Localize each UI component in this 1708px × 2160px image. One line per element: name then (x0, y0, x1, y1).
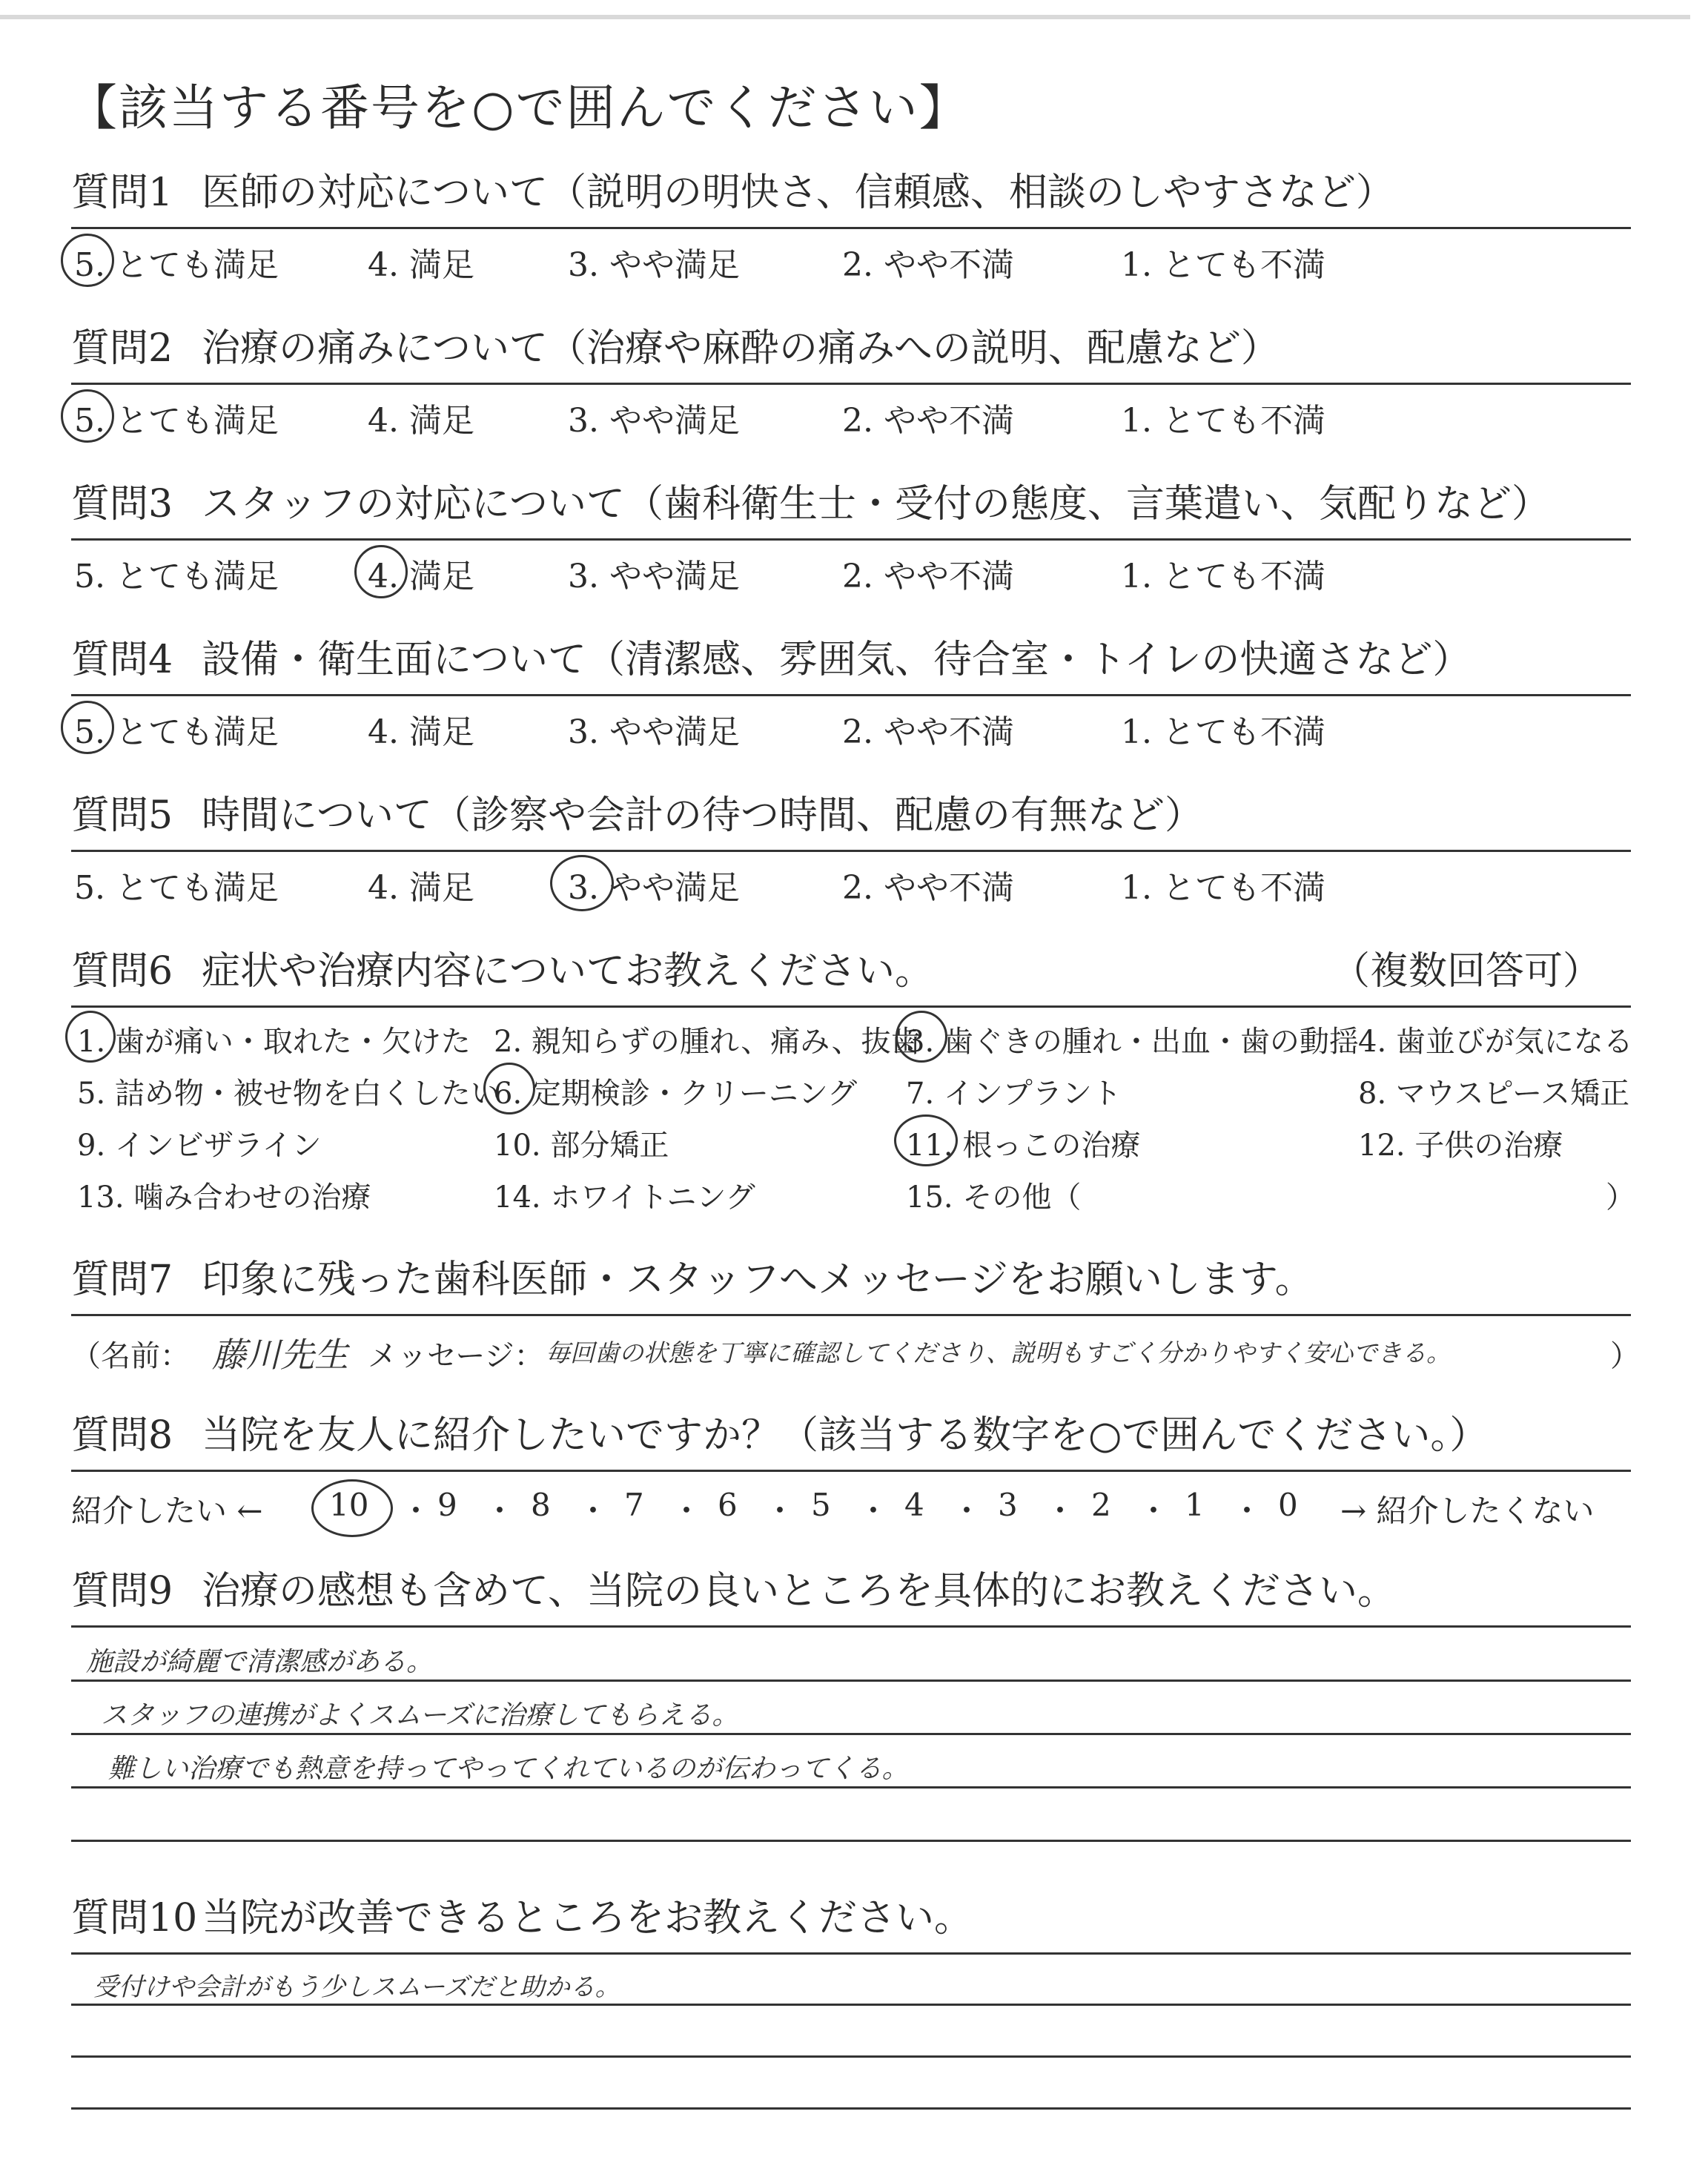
q8-sep: ・ (400, 1493, 432, 1529)
q2-text: 治療の痛みについて（治療や麻酔の痛みへの説明、配慮など） (202, 326, 1280, 371)
q7-message-value[interactable]: 毎回歯の状態を丁寧に確認してくださり、説明もすごく分かりやすく安心できる。 (546, 1338, 1451, 1367)
q7-answer-row (71, 1325, 1640, 1377)
q8-sep: ・ (858, 1493, 890, 1529)
q7-number: 質問7 (71, 1258, 173, 1302)
q1-option-1[interactable]: 1. とても不満 (1121, 246, 1325, 284)
q6-item-7[interactable]: 7. インプラント (906, 1077, 1122, 1111)
q9-line (71, 1680, 1631, 1682)
q7-rule (71, 1314, 1631, 1316)
q4-text: 設備・衛生面について（清潔感、雰囲気、待合室・トイレの快適さなど） (202, 638, 1472, 682)
question-9 (71, 1568, 1631, 1843)
q3-option-5[interactable]: 5. とても満足 (74, 558, 279, 595)
q5-option-3[interactable]: 3. やや満足 (568, 869, 740, 907)
question-4 (71, 636, 1631, 750)
question-7 (71, 1256, 1640, 1377)
q6-circle-1 (65, 1011, 116, 1063)
question-6 (71, 948, 1635, 1241)
q1-selection-circle (61, 234, 114, 287)
q9-line (71, 1786, 1631, 1789)
q9-answer-2[interactable]: スタッフの連携がよくスムーズに治療してもらえる。 (101, 1700, 739, 1731)
q4-option-2[interactable]: 2. やや不満 (842, 713, 1014, 751)
q1-text: 医師の対応について（説明の明快さ、信頼感、相談のしやすさなど） (202, 171, 1394, 215)
q8-score-8[interactable]: 8 (531, 1487, 551, 1523)
q3-text: スタッフの対応について（歯科衛生士・受付の態度、言葉遣い、気配りなど） (202, 482, 1550, 526)
q2-option-5[interactable]: 5. とても満足 (74, 402, 279, 440)
q8-selection-circle (311, 1479, 393, 1537)
q3-selection-circle (354, 545, 408, 598)
q3-option-3[interactable]: 3. やや満足 (568, 558, 740, 595)
q2-option-3[interactable]: 3. やや満足 (568, 402, 740, 440)
q8-score-1[interactable]: 1 (1185, 1487, 1205, 1523)
q5-rule (71, 850, 1631, 852)
q2-option-1[interactable]: 1. とても不満 (1121, 402, 1325, 440)
q7-message-label: メッセージ： (368, 1339, 544, 1373)
q4-options (71, 705, 1631, 750)
q4-option-4[interactable]: 4. 満足 (368, 713, 474, 751)
q6-item-6[interactable]: 6. 定期検診・クリーニング (494, 1077, 858, 1111)
q5-number: 質問5 (71, 793, 173, 838)
q5-selection-circle (550, 855, 614, 911)
q8-sep: ・ (764, 1493, 796, 1529)
q6-item-4[interactable]: 4. 歯並びが気になる (1358, 1025, 1633, 1059)
q1-option-4[interactable]: 4. 満足 (368, 246, 474, 284)
q8-sep: ・ (671, 1493, 703, 1529)
q1-options (71, 238, 1631, 283)
question-5 (71, 792, 1631, 905)
q9-answer-3[interactable]: 難しい治療でも熱意を持ってやってくれているのが伝わってくる。 (108, 1754, 909, 1784)
q8-score-6[interactable]: 6 (718, 1487, 738, 1523)
q9-line (71, 1733, 1631, 1735)
q3-options (71, 549, 1631, 594)
q8-sep: ・ (1045, 1493, 1076, 1529)
q6-text: 症状や治療内容についてお教えください。 (202, 949, 933, 994)
q6-item-11[interactable]: 11. 根っこの治療 (906, 1129, 1141, 1163)
q7-name-value[interactable]: 藤川先生 (212, 1335, 348, 1375)
q6-item-13[interactable]: 13. 噛み合わせの治療 (77, 1180, 371, 1215)
q5-option-5[interactable]: 5. とても満足 (74, 869, 279, 907)
q10-number: 質問10 (71, 1896, 198, 1941)
q8-score-3[interactable]: 3 (998, 1487, 1018, 1523)
q6-options-grid (71, 1018, 1635, 1241)
q3-option-1[interactable]: 1. とても不満 (1121, 558, 1325, 595)
q6-rule (71, 1005, 1631, 1008)
q8-left-label: 紹介したい ← (71, 1493, 263, 1529)
q3-number: 質問3 (71, 482, 173, 526)
q8-score-7[interactable]: 7 (624, 1487, 644, 1523)
q5-options (71, 861, 1631, 905)
q8-score-5[interactable]: 5 (811, 1487, 831, 1523)
q3-option-2[interactable]: 2. やや不満 (842, 558, 1014, 595)
q2-options (71, 394, 1631, 438)
q6-item-15-close: ） (1606, 1180, 1635, 1215)
q5-option-4[interactable]: 4. 満足 (368, 869, 474, 907)
q3-rule (71, 538, 1631, 541)
q6-circle-6 (483, 1063, 535, 1114)
q6-circle-3 (896, 1011, 947, 1063)
q4-selection-circle (61, 701, 114, 754)
q2-number: 質問2 (71, 326, 173, 371)
q8-sep: ・ (1231, 1493, 1263, 1529)
q6-item-15[interactable]: 15. その他（ (906, 1180, 1082, 1215)
q6-item-5[interactable]: 5. 詰め物・被せ物を白くしたい (77, 1077, 500, 1111)
q4-option-5[interactable]: 5. とても満足 (74, 713, 279, 751)
q8-sep: ・ (577, 1493, 609, 1529)
q4-option-3[interactable]: 3. やや満足 (568, 713, 740, 751)
q10-answer-lines (71, 1955, 1631, 2133)
q9-number: 質問9 (71, 1569, 173, 1614)
q8-sep: ・ (484, 1493, 516, 1529)
q7-name-label: （名前： (71, 1339, 190, 1373)
q8-score-9[interactable]: 9 (437, 1487, 457, 1523)
page-header: 【該当する番号を○で囲んでください】 (68, 79, 970, 136)
q2-option-2[interactable]: 2. やや不満 (842, 402, 1014, 440)
q2-rule (71, 383, 1631, 385)
q6-item-3[interactable]: 3. 歯ぐきの腫れ・出血・歯の動揺 (906, 1025, 1359, 1059)
q3-option-4[interactable]: 4. 満足 (368, 558, 474, 595)
q8-right-label: → 紹介したくない (1340, 1493, 1595, 1529)
q10-line (71, 2107, 1631, 2110)
q9-line (71, 1840, 1631, 1842)
q6-item-1[interactable]: 1. 歯が痛い・取れた・欠けた (77, 1025, 471, 1059)
q5-option-2[interactable]: 2. やや不満 (842, 869, 1014, 907)
q6-item-9[interactable]: 9. インビザライン (77, 1129, 322, 1163)
q1-option-5[interactable]: 5. とても満足 (74, 246, 279, 284)
q4-number: 質問4 (71, 638, 173, 682)
q2-option-4[interactable]: 4. 満足 (368, 402, 474, 440)
q8-sep: ・ (1138, 1493, 1170, 1529)
q8-score-2[interactable]: 2 (1091, 1487, 1111, 1523)
q1-option-3[interactable]: 3. やや満足 (568, 246, 740, 284)
q6-item-12[interactable]: 12. 子供の治療 (1358, 1129, 1563, 1163)
q6-item-8[interactable]: 8. マウスピース矯正 (1358, 1077, 1630, 1111)
q5-text: 時間について（診察や会計の待つ時間、配慮の有無など） (202, 793, 1203, 838)
q8-score-4[interactable]: 4 (904, 1487, 924, 1523)
q10-line (71, 2004, 1631, 2006)
q10-line (71, 2055, 1631, 2058)
q6-number: 質問6 (71, 949, 173, 994)
q8-score-0[interactable]: 0 (1278, 1487, 1298, 1523)
q6-item-10[interactable]: 10. 部分矯正 (494, 1129, 669, 1163)
q6-item-14[interactable]: 14. ホワイトニング (494, 1180, 755, 1215)
q7-close-paren: ） (1610, 1339, 1640, 1373)
q9-text: 治療の感想も含めて、当院の良いところを具体的にお教えください。 (202, 1569, 1396, 1614)
q6-item-2[interactable]: 2. 親知らずの腫れ、痛み、抜歯 (494, 1025, 921, 1059)
q7-text: 印象に残った歯科医師・スタッフへメッセージをお願いします。 (202, 1258, 1314, 1302)
q2-selection-circle (61, 389, 114, 443)
q9-answer-lines (71, 1628, 1631, 1843)
question-10 (71, 1895, 1631, 2133)
question-1 (71, 169, 1631, 283)
q8-sep: ・ (951, 1493, 983, 1529)
q1-number: 質問1 (71, 171, 173, 215)
q10-answer-1[interactable]: 受付けや会計がもう少しスムーズだと助かる。 (93, 1972, 620, 2002)
q10-text: 当院が改善できるところをお教えください。 (202, 1896, 973, 1941)
q8-rule (71, 1470, 1631, 1472)
question-3 (71, 480, 1631, 594)
q8-number: 質問8 (71, 1413, 173, 1458)
q5-option-1[interactable]: 1. とても不満 (1121, 869, 1325, 907)
q6-note: （複数回答可） (1331, 949, 1601, 994)
question-2 (71, 325, 1631, 438)
q1-rule (71, 227, 1631, 229)
q4-rule (71, 694, 1631, 696)
q8-score-10[interactable]: 10 (329, 1487, 369, 1523)
q1-option-2[interactable]: 2. やや不満 (842, 246, 1014, 284)
q8-scale (71, 1481, 1631, 1533)
q6-circle-11 (894, 1114, 958, 1166)
q8-text: 当院を友人に紹介したいですか？（該当する数字を○で囲んでください。） (202, 1413, 1489, 1458)
q9-answer-1[interactable]: 施設が綺麗で清潔感がある。 (86, 1647, 434, 1677)
q4-option-1[interactable]: 1. とても不満 (1121, 713, 1325, 751)
top-border (0, 15, 1690, 19)
question-8 (71, 1412, 1631, 1533)
